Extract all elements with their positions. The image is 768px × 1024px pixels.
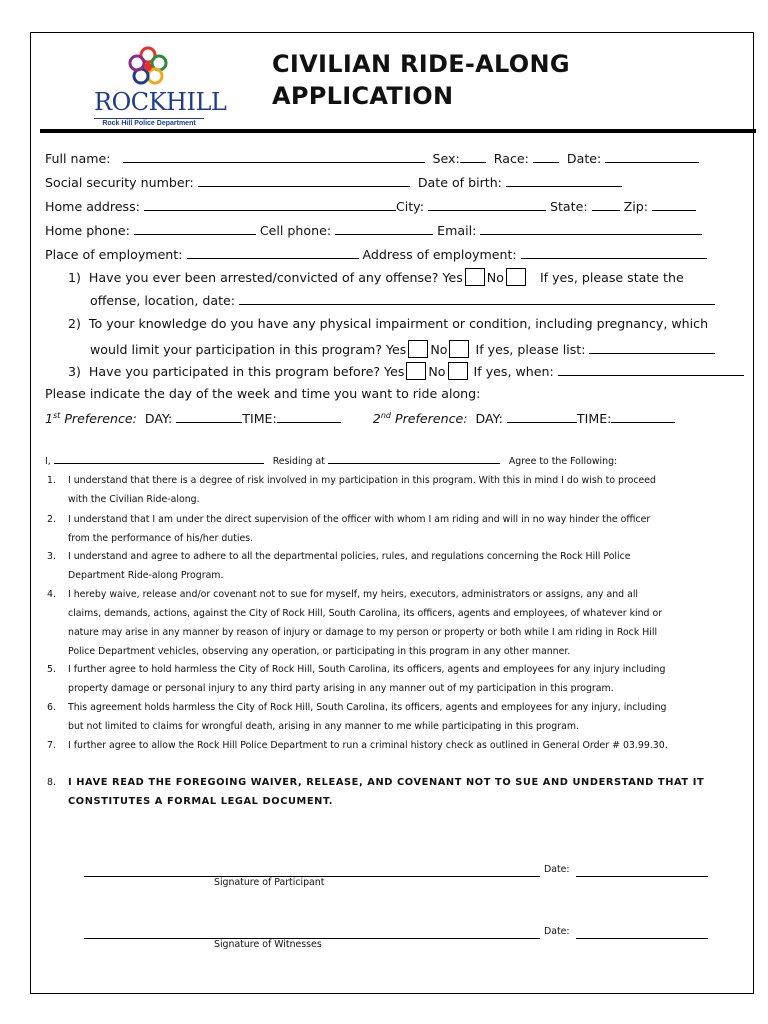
preferences-row <box>45 408 675 427</box>
day-time-prompt: Please indicate the day of the week and time you want to ride along: <box>45 386 481 401</box>
state-field[interactable] <box>592 198 620 211</box>
question-2 <box>68 316 708 332</box>
q3-text: 3) Have you participated in this program before? Yes <box>68 364 405 379</box>
i-label: I, <box>45 456 51 467</box>
date-field[interactable] <box>605 150 699 163</box>
waiver-item-1-line-2: with the Civilian Ride-along. <box>68 494 200 505</box>
waiver-item-4-line-1: I hereby waive, release and/or covenant not to sue for myself, my heirs, executors, administrators or assigns, any and all <box>68 589 639 600</box>
race-field[interactable] <box>533 150 559 163</box>
waiver-item-3-number: 3. <box>47 551 56 562</box>
q1-no-checkbox[interactable] <box>506 268 526 286</box>
waiver-item-2-line-1: I understand that I am under the direct supervision of the officer with whom I am riding and will in no way hinder the officer <box>68 514 651 525</box>
participant-date-line[interactable] <box>576 876 708 877</box>
waiver-item-5-number: 5. <box>47 664 56 675</box>
full-name-row <box>45 150 699 167</box>
employment-label: Place of employment: <box>45 247 183 262</box>
question-1 <box>68 268 684 286</box>
q1-yes-checkbox[interactable] <box>465 268 485 286</box>
q2-text: 2) To your knowledge do you have any physical impairment or condition, including pregnancy, which <box>68 316 709 331</box>
waiver-item-8-line-1: I HAVE READ THE FOREGOING WAIVER, RELEASE, AND COVENANT NOT TO SUE AND UNDERSTAND THAT IT <box>68 777 705 788</box>
pref1-day-field[interactable] <box>176 410 242 423</box>
ssn-field[interactable] <box>198 174 410 187</box>
pref2-day-label: DAY: <box>475 411 503 427</box>
waiver-item-3-line-1: I understand and agree to adhere to all the departmental policies, rules, and regulations concerning the Rock Hill Police <box>68 551 631 562</box>
home-phone-field[interactable] <box>134 222 256 235</box>
witness-signature-label: Signature of Witnesses <box>214 939 322 950</box>
date-label: Date: <box>566 151 602 166</box>
waiver-item-4-line-3: nature may arise in any manner by reason of injury or damage to my person or property or both while I am riding in Rock Hill <box>68 627 658 638</box>
question-2-line-2 <box>90 340 715 358</box>
pref2-time-field[interactable] <box>611 410 675 423</box>
cell-phone-field[interactable] <box>335 222 433 235</box>
sex-field[interactable] <box>460 150 486 163</box>
city-field[interactable] <box>428 198 546 211</box>
waiver-item-4-line-2: claims, demands, actions, against the City of Rock Hill, South Carolina, its officers, agents and employees, of whatever kind or <box>68 608 663 619</box>
waiver-item-4-number: 4. <box>47 589 56 600</box>
q1-text: 1) Have you ever been arrested/convicted of any offense? Yes <box>68 270 463 285</box>
rock-hill-logo <box>90 46 227 130</box>
participant-signature-label: Signature of Participant <box>214 877 325 888</box>
q2-yes-checkbox[interactable] <box>408 340 428 358</box>
employment-row <box>45 246 707 263</box>
logo-subtitle: Rock Hill Police Department <box>94 118 204 129</box>
waiver-item-7-line-1: I further agree to allow the Rock Hill Police Department to run a criminal history check as outlined in General Order # 03.99.30. <box>68 740 668 751</box>
pref1-time-field[interactable] <box>277 410 341 423</box>
participant-date-label: Date: <box>544 864 570 875</box>
q2-list-field[interactable] <box>589 341 715 354</box>
full-name-label: Full name: <box>45 151 111 166</box>
address-row <box>45 198 696 215</box>
waiver-item-5-line-1: I further agree to hold harmless the City of Rock Hill, South Carolina, its officers, agents and employees for any injury including <box>68 664 666 675</box>
q2-line2: would limit your participation in this program? Yes <box>90 342 407 357</box>
q1-tail: If yes, please state the <box>539 270 684 285</box>
q2-tail: If yes, please list: <box>475 342 586 357</box>
pref2-time-label: TIME: <box>576 411 612 427</box>
waiver-item-2-line-2: from the performance of his/her duties. <box>68 533 254 544</box>
waiver-name-field[interactable] <box>54 454 264 464</box>
waiver-item-1-number: 1. <box>47 475 56 486</box>
pref2-day-field[interactable] <box>507 410 577 423</box>
question-3 <box>68 362 744 380</box>
employment-address-label: Address of employment: <box>362 247 517 262</box>
waiver-item-6-line-1: This agreement holds harmless the City of Rock Hill, South Carolina, its officers, agents and employees for any injury, including <box>68 702 667 713</box>
city-label: City: <box>395 199 424 214</box>
q3-tail: If yes, when: <box>473 364 554 379</box>
q3-yes-checkbox[interactable] <box>406 362 426 380</box>
pref1-label: 1st Preference: <box>45 411 137 427</box>
employment-address-field[interactable] <box>521 246 707 259</box>
pref1-day-label: DAY: <box>144 411 173 427</box>
witness-date-label: Date: <box>544 926 570 937</box>
header-rule <box>40 129 756 133</box>
ssn-row <box>45 174 622 191</box>
ssn-label: Social security number: <box>45 175 194 190</box>
flower-emblem-icon <box>126 46 170 88</box>
sex-label: Sex: <box>432 151 460 166</box>
email-field[interactable] <box>480 222 702 235</box>
pref1-time-label: TIME: <box>242 411 277 427</box>
waiver-residence-field[interactable] <box>328 454 500 464</box>
cell-phone-label: Cell phone: <box>259 223 332 238</box>
title-line-2: APPLICATION <box>272 82 454 110</box>
state-label: State: <box>549 199 588 214</box>
pref2-label: 2nd Preference: <box>372 411 468 427</box>
race-label: Race: <box>493 151 529 166</box>
waiver-item-6-line-2: but not limited to claims for wrongful death, arising in any manner to me while participating in this program. <box>68 721 579 732</box>
q1-line2: offense, location, date: <box>90 293 236 308</box>
phone-row <box>45 222 702 239</box>
zip-field[interactable] <box>652 198 696 211</box>
waiver-item-3-line-2: Department Ride-along Program. <box>68 570 224 581</box>
waiver-intro <box>45 454 617 469</box>
employment-field[interactable] <box>187 246 359 259</box>
residing-label: Residing at <box>272 456 325 467</box>
waiver-item-6-number: 6. <box>47 702 56 713</box>
q1-offense-field[interactable] <box>239 292 715 305</box>
dob-field[interactable] <box>506 174 622 187</box>
waiver-item-2-number: 2. <box>47 514 56 525</box>
form-title <box>272 48 570 112</box>
q1-no-label: No <box>486 270 504 285</box>
question-1-line-2 <box>90 292 715 309</box>
q3-when-field[interactable] <box>558 363 744 376</box>
agree-label: Agree to the Following: <box>508 456 618 467</box>
email-label: Email: <box>437 223 477 238</box>
logo-wordmark: ROCKHILL <box>94 88 227 116</box>
witness-date-line[interactable] <box>576 938 708 939</box>
waiver-item-1-line-1: I understand that there is a degree of risk involved in my participation in this program. With this in mind I do wish to proceed <box>68 475 657 486</box>
waiver-item-5-line-2: property damage or personal injury to any third party arising in any manner out of my participation in this program. <box>68 683 614 694</box>
title-line-1: CIVILIAN RIDE-ALONG <box>272 50 570 78</box>
waiver-item-4-line-4: Police Department vehicles, observing any operation, or participating in this program in any other manner. <box>68 646 571 657</box>
waiver-item-8-number: 8. <box>47 777 56 788</box>
q2-no-label: No <box>430 342 448 357</box>
home-phone-label: Home phone: <box>45 223 130 238</box>
waiver-item-7-number: 7. <box>47 740 56 751</box>
zip-label: Zip: <box>623 199 648 214</box>
home-address-label: Home address: <box>45 199 140 214</box>
q2-no-checkbox[interactable] <box>449 340 469 358</box>
dob-label: Date of birth: <box>417 175 502 190</box>
full-name-field[interactable] <box>123 150 425 163</box>
home-address-field[interactable] <box>144 198 396 211</box>
q3-no-label: No <box>428 364 446 379</box>
q3-no-checkbox[interactable] <box>448 362 468 380</box>
waiver-item-8-line-2: CONSTITUTES A FORMAL LEGAL DOCUMENT. <box>68 796 334 807</box>
